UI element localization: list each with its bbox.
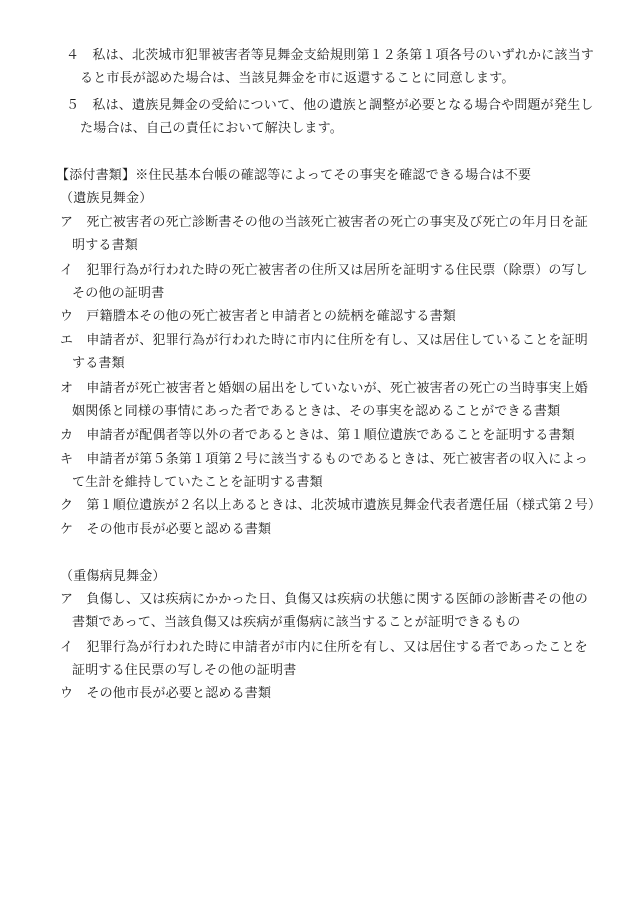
bereaved-item-a: ア 死亡被害者の死亡診断書その他の当該死亡被害者の死亡の事実及び死亡の年月日を証 明する書類 bbox=[60, 215, 589, 253]
item-text: た場合は、自己の責任において解決します。 bbox=[80, 121, 343, 136]
attachments-heading: 【添付書類】※住民基本台帳の確認等によってその事実を確認できる場合は不要 bbox=[56, 168, 532, 183]
bereaved-item-i: イ 犯罪行為が行われた時の死亡被害者の住所又は居所を証明する住民票（除票）の写し その他の証明書 bbox=[60, 263, 589, 301]
consent-item-4 bbox=[66, 44, 594, 90]
bereaved-item-u: ウ 戸籍謄本その他の死亡被害者と申請者との続柄を確認する書類 bbox=[60, 309, 457, 324]
item-mark: イ bbox=[60, 263, 74, 278]
item-mark: キ bbox=[60, 452, 74, 467]
item-mark: エ bbox=[60, 333, 74, 348]
section-title-serious-injury: （重傷病見舞金） bbox=[60, 569, 166, 584]
item-number: ４ bbox=[66, 48, 80, 63]
injury-item-u: ウ その他市長が必要と認める書類 bbox=[60, 686, 272, 701]
item-mark: イ bbox=[60, 640, 74, 655]
item-text: 私は、北茨城市犯罪被害者等見舞金支給規則第１２条第１項各号のいずれかに該当す bbox=[92, 48, 595, 63]
consent-item-5 bbox=[66, 94, 594, 140]
item-mark: ア bbox=[60, 592, 74, 607]
item-text: 私は、遺族見舞金の受給について、他の遺族と調整が必要となる場合や問題が発生し bbox=[92, 98, 594, 113]
item-mark: ク bbox=[60, 498, 74, 513]
injury-item-i: イ 犯罪行為が行われた時に申請者が市内に住所を有し、又は居住する者であったことを 証明する住民票の写しその他の証明書 bbox=[60, 640, 588, 678]
item-mark: ア bbox=[60, 215, 74, 230]
item-mark: カ bbox=[60, 428, 74, 443]
bereaved-item-o: オ 申請者が死亡被害者と婚姻の届出をしていないが、死亡被害者の死亡の当時事実上婚 姻関係と同様の事情にあった者であるときは、その事実を認めることができる書類 bbox=[60, 381, 589, 419]
bereaved-item-e: エ 申請者が、犯罪行為が行われた時に市内に住所を有し、又は居住していることを証明 する書類 bbox=[60, 333, 589, 371]
bereaved-item-ki: キ 申請者が第５条第１項第２号に該当するものであるときは、死亡被害者の収入によっ て生計を維持していたことを証明する書類 bbox=[60, 452, 589, 490]
item-text: ると市長が認めた場合は、当該見舞金を市に返還することに同意します。 bbox=[80, 71, 515, 86]
item-mark: ウ bbox=[60, 309, 74, 324]
bereaved-item-ke: ケ その他市長が必要と認める書類 bbox=[60, 522, 272, 537]
item-mark: ケ bbox=[60, 522, 74, 537]
injury-item-a: ア 負傷し、又は疾病にかかった日、負傷又は疾病の状態に関する医師の診断書その他の 書類であって、当該負傷又は疾病が重傷病に該当することが証明できるもの bbox=[60, 592, 589, 630]
bereaved-item-ka: カ 申請者が配偶者等以外の者であるときは、第１順位遺族であることを証明する書類 bbox=[60, 428, 575, 443]
item-mark: オ bbox=[60, 381, 74, 396]
item-mark: ウ bbox=[60, 686, 74, 701]
section-title-bereaved: （遺族見舞金） bbox=[60, 191, 153, 206]
bereaved-item-ku: ク 第１順位遺族が２名以上あるときは、北茨城市遺族見舞金代表者選任届（様式第２号） bbox=[60, 498, 602, 513]
item-number: ５ bbox=[66, 98, 80, 113]
